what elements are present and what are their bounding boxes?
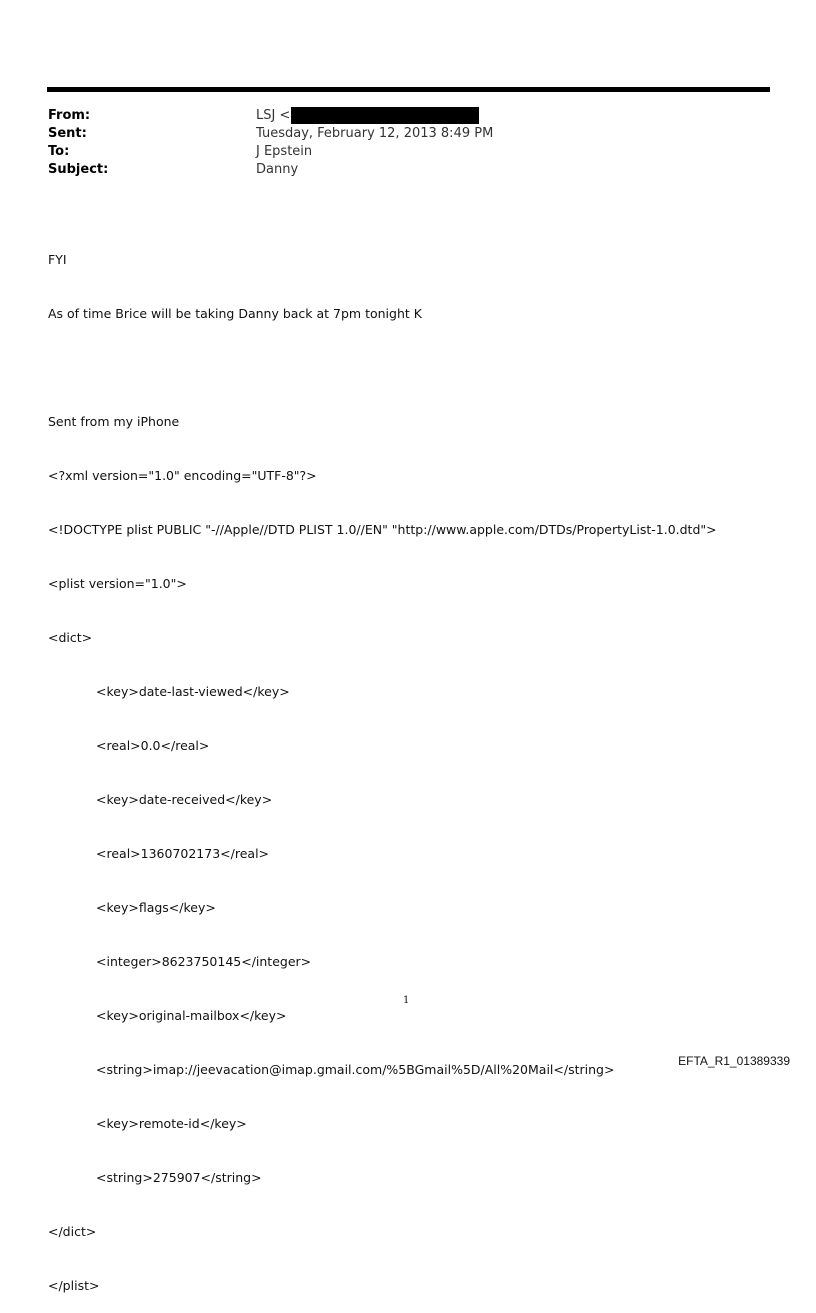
dict-entry: <integer>8623750145</integer> (96, 954, 312, 969)
subject-value: Danny (256, 162, 299, 177)
dict-open: <dict> (48, 630, 93, 645)
sent-row (48, 125, 493, 143)
to-row (48, 143, 493, 161)
page-number: 1 (403, 995, 410, 1006)
subject-label: Subject: (48, 162, 109, 177)
email-header (48, 107, 493, 179)
dict-entry: <real>0.0</real> (96, 738, 210, 753)
blank-line (48, 359, 717, 377)
subject-row (48, 161, 493, 179)
xml-declaration: <?xml version="1.0" encoding="UTF-8"?> (48, 468, 317, 483)
dict-entry: <key>date-received</key> (96, 792, 273, 807)
dict-entry: <key>original-mailbox</key> (96, 1008, 287, 1023)
redaction-box (291, 107, 479, 124)
dict-entry: <key>date-last-viewed</key> (96, 684, 290, 699)
from-row (48, 107, 493, 125)
dict-close: </dict> (48, 1224, 97, 1239)
plist-open: <plist version="1.0"> (48, 576, 187, 591)
signature: Sent from my iPhone (48, 414, 180, 429)
from-value (256, 107, 479, 125)
dict-entry: <string>imap://jeevacation@imap.gmail.com/%5BGmail%5D/All%20Mail</string> (96, 1062, 615, 1077)
from-name: LSJ < (256, 108, 291, 123)
dict-entry: <real>1360702173</real> (96, 846, 270, 861)
dict-entry: <key>flags</key> (96, 900, 216, 915)
email-body (48, 215, 717, 1313)
document-id: EFTA_R1_01389339 (678, 1054, 790, 1068)
to-value: J Epstein (256, 144, 313, 159)
doctype-line: <!DOCTYPE plist PUBLIC "-//Apple//DTD PLIST 1.0//EN" "http://www.apple.com/DTDs/PropertyList-1.0.dtd"> (48, 522, 717, 537)
to-label: To: (48, 144, 70, 159)
header-rule (47, 87, 770, 92)
sent-label: Sent: (48, 126, 87, 141)
dict-entry: <string>275907</string> (96, 1170, 262, 1185)
body-line: FYI (48, 252, 67, 267)
body-line: As of time Brice will be taking Danny back at 7pm tonight K (48, 306, 422, 321)
sent-value: Tuesday, February 12, 2013 8:49 PM (256, 126, 494, 141)
dict-entry: <key>remote-id</key> (96, 1116, 247, 1131)
plist-close: </plist> (48, 1278, 100, 1293)
from-label: From: (48, 108, 91, 123)
